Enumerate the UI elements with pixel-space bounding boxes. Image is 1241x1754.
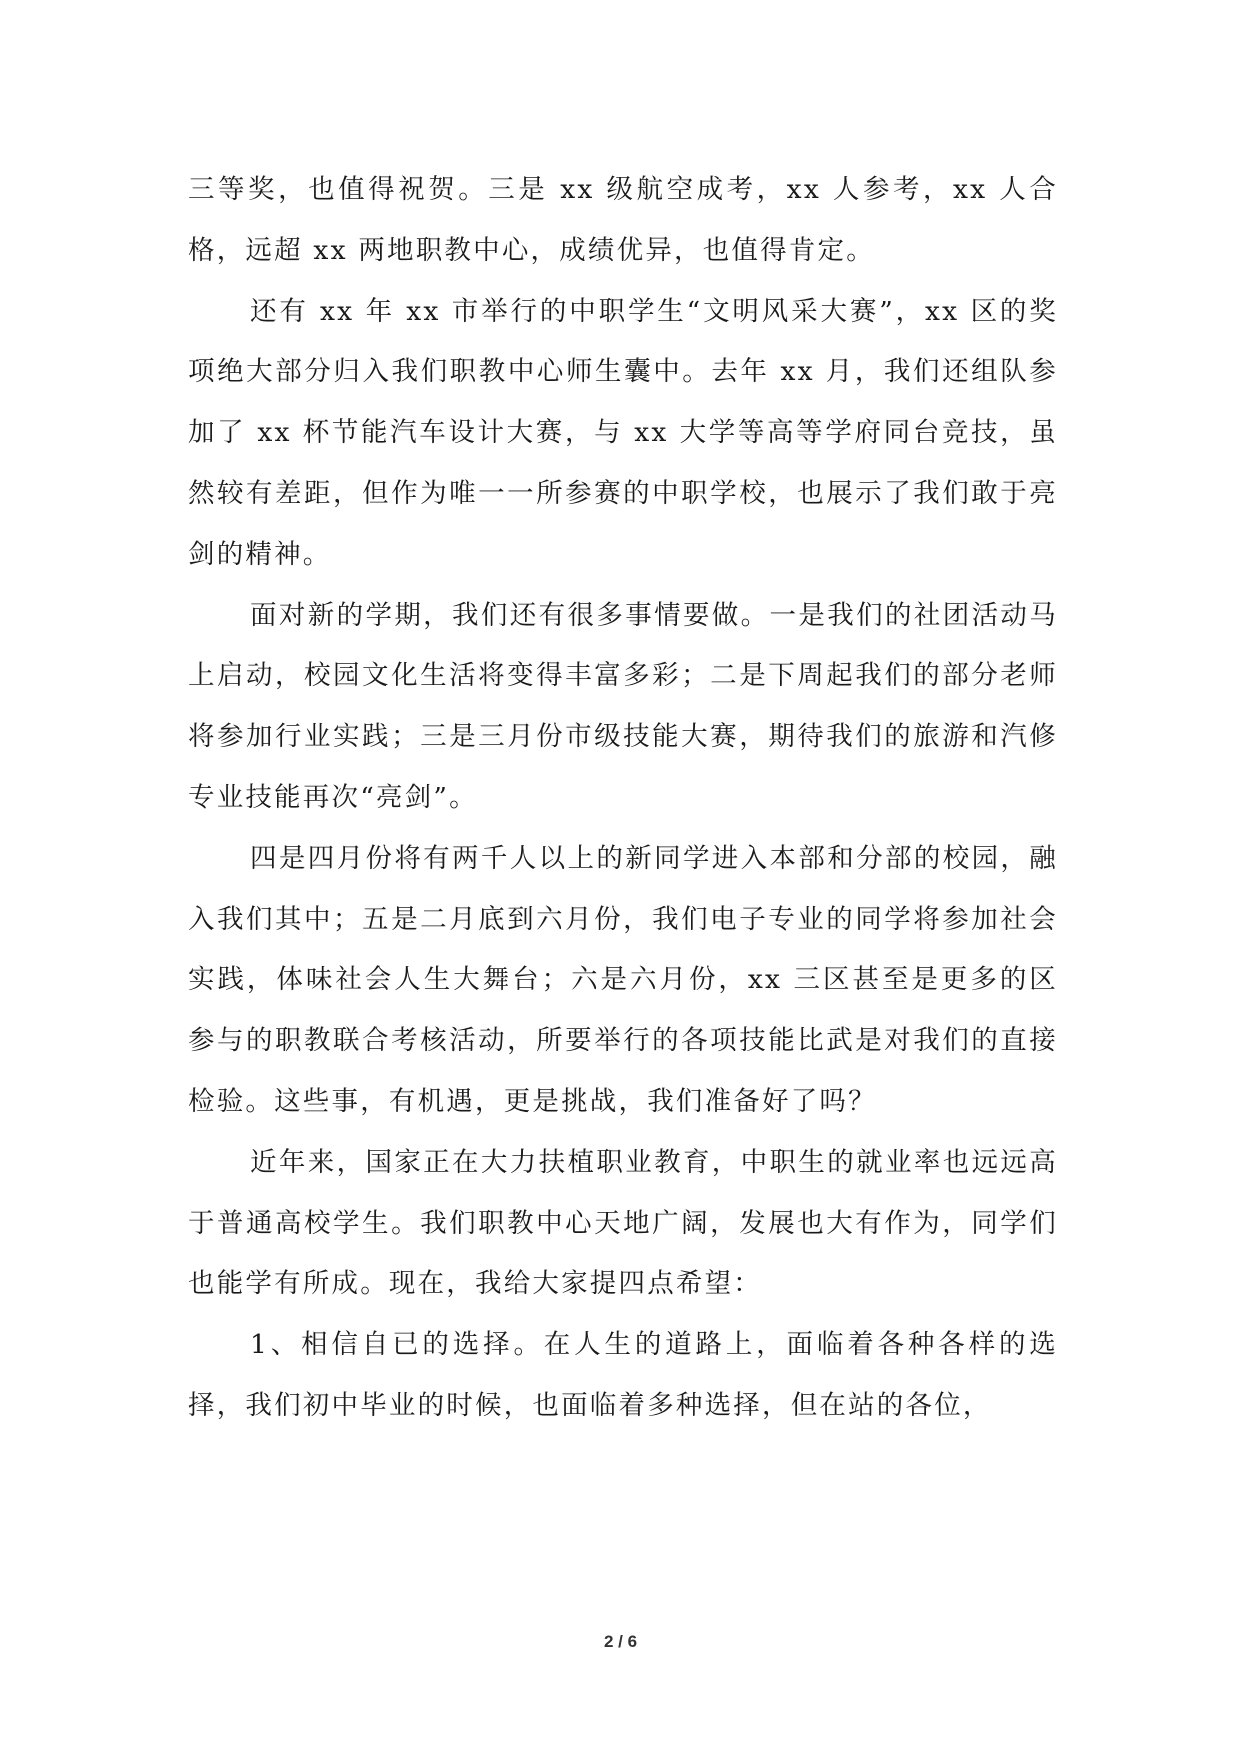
paragraph-5: 近年来，国家正在大力扶植职业教育，中职生的就业率也远远高于普通高校学生。我们职教中心天地广阔，发展也大有作为，同学们也能学有所成。现在，我给大家提四点希望： [188, 1146, 1058, 1300]
paragraph-4: 四是四月份将有两千人以上的新同学进入本部和分部的校园，融入我们其中；五是二月底到六月份，我们电子专业的同学将参加社会实践，体味社会人生大舞台；六是六月份，xx 三区甚至是更多的区参与的职教联合考核活动，所要举行的各项技能比武是对我们的直接检验。这些事，有机遇，更是挑战，我们准备好了吗？ [188, 842, 1058, 1117]
document-body [188, 160, 1058, 1437]
paragraph-1: 三等奖，也值得祝贺。三是 xx 级航空成考，xx 人参考，xx 人合格，远超 xx 两地职教中心，成绩优异，也值得肯定。 [188, 174, 1058, 266]
paragraph-3: 面对新的学期，我们还有很多事情要做。一是我们的社团活动马上启动，校园文化生活将变得丰富多彩；二是下周起我们的部分老师将参加行业实践；三是三月份市级技能大赛，期待我们的旅游和汽修专业技能再次“亮剑”。 [188, 599, 1058, 813]
paragraph-6: 1、相信自已的选择。在人生的道路上，面临着各种各样的选择，我们初中毕业的时候，也面临着多种选择，但在站的各位， [188, 1329, 1058, 1421]
paragraph-2: 还有 xx 年 xx 市举行的中职学生“文明风采大赛”，xx 区的奖项绝大部分归入我们职教中心师生囊中。去年 xx 月，我们还组队参加了 xx 杯节能汽车设计大赛，与 xx 大学等高等学府同台竞技，虽然较有差距，但作为唯一一所参赛的中职学校，也展示了我们敢于亮剑的精神。 [188, 295, 1058, 570]
page-number: 2 / 6 [603, 1632, 638, 1651]
